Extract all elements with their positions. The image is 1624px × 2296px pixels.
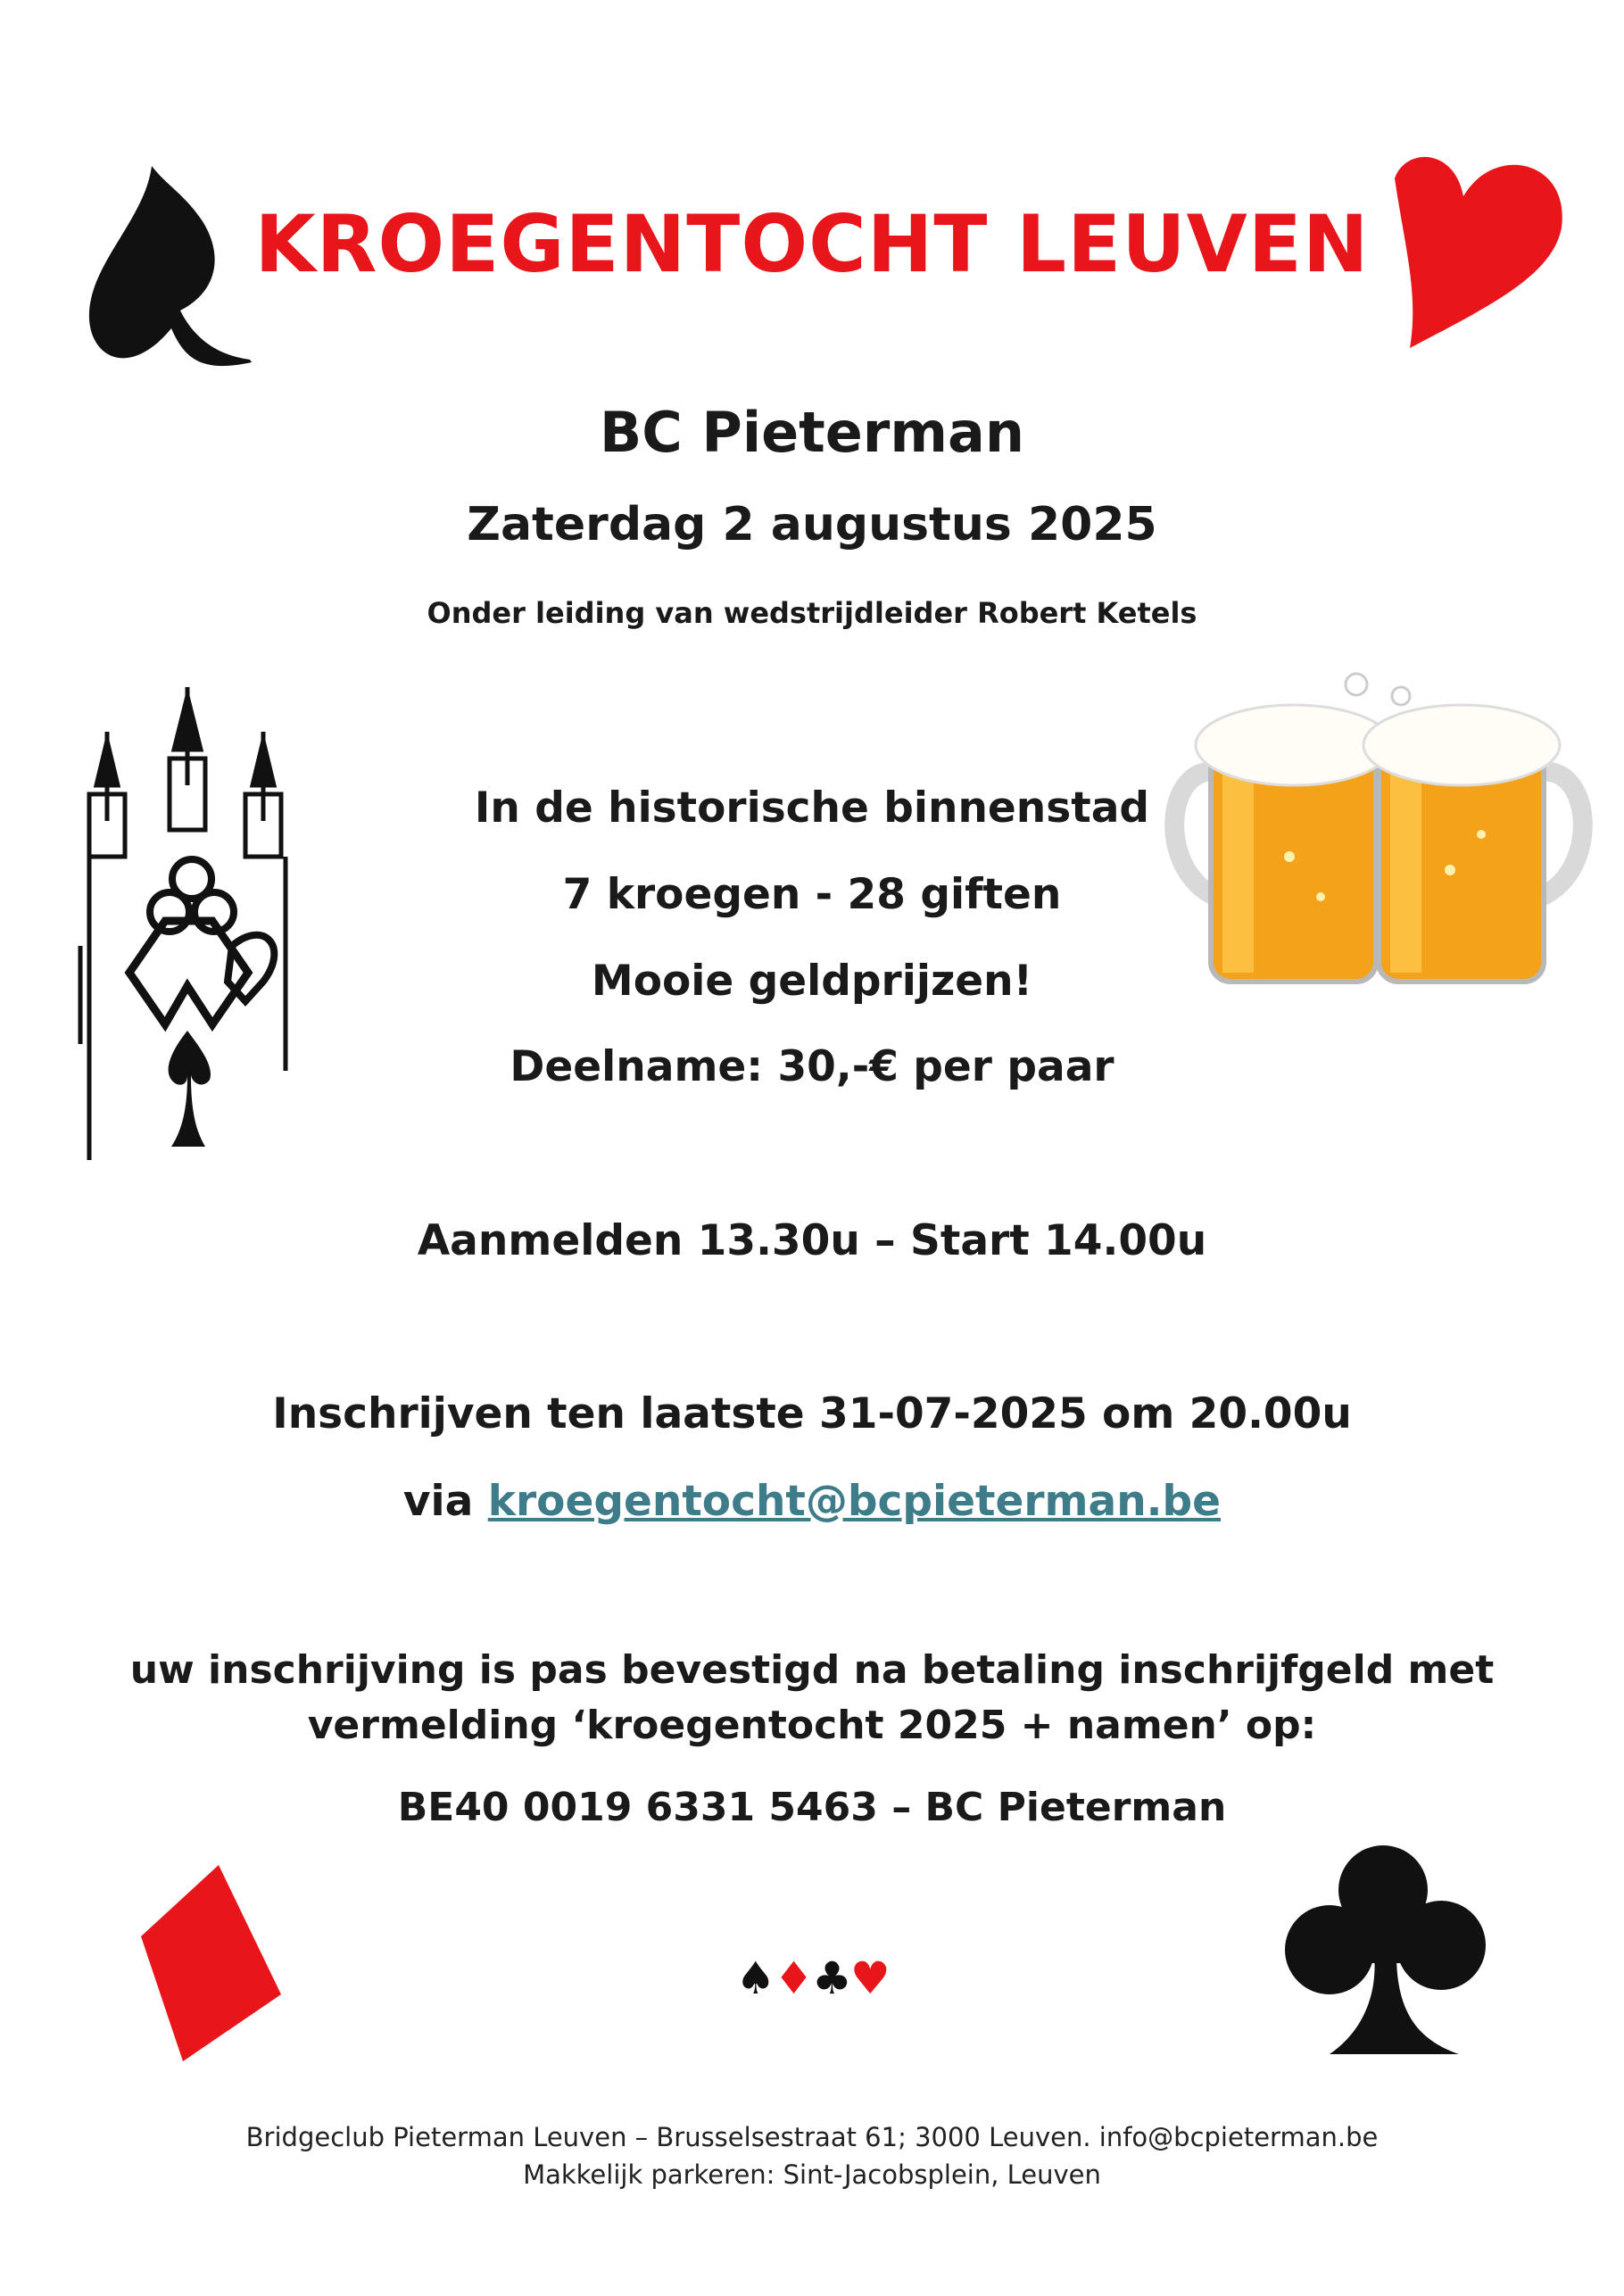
payment-line-2: vermelding ‘kroegentocht 2025 + namen’ op: (307, 1703, 1317, 1748)
schedule-times: Aanmelden 13.30u – Start 14.00u (417, 1216, 1207, 1265)
detail-fee: Deelname: 30,-€ per paar (510, 1042, 1114, 1091)
contact-prefix: via (402, 1477, 488, 1526)
event-date: Zaterdag 2 augustus 2025 (467, 498, 1157, 551)
footer-address: Bridgeclub Pieterman Leuven – Brusselsestraat 61; 3000 Leuven. info@bcpieterman.be (245, 2122, 1379, 2152)
footer-parking: Makkelijk parkeren: Sint-Jacobsplein, Leuven (523, 2159, 1101, 2190)
detail-prizes: Mooie geldprijzen! (591, 957, 1033, 1006)
detail-location: In de historische binnenstad (474, 783, 1150, 833)
beer-mugs-illustration (1156, 665, 1602, 1004)
contact-line (0, 1477, 1624, 1526)
club-name: BC Pieterman (600, 400, 1024, 465)
town-hall-club-logo (71, 678, 312, 1178)
tournament-director: Onder leiding van wedstrijdleider Robert Ketels (427, 596, 1197, 630)
spade-glyph: ♠ (735, 1952, 775, 2004)
event-title: KROEGENTOCHT LEUVEN (254, 198, 1370, 290)
heart-glyph: ♥ (849, 1952, 889, 2004)
email-link[interactable]: kroegentocht@bcpieterman.be (487, 1477, 1222, 1526)
suits-row (0, 1952, 1624, 2004)
club-icon (1280, 1838, 1499, 2061)
detail-pubs: 7 kroegen - 28 giften (562, 870, 1062, 919)
registration-deadline: Inschrijven ten laatste 31-07-2025 om 20.00u (272, 1389, 1352, 1438)
payment-line-1: uw inschrijving is pas bevestigd na betaling inschrijfgeld met (129, 1647, 1495, 1693)
diamond-glyph: ♦ (774, 1952, 812, 2004)
bank-account: BE40 0019 6331 5463 – BC Pieterman (397, 1785, 1227, 1830)
club-glyph: ♣ (812, 1952, 850, 2004)
